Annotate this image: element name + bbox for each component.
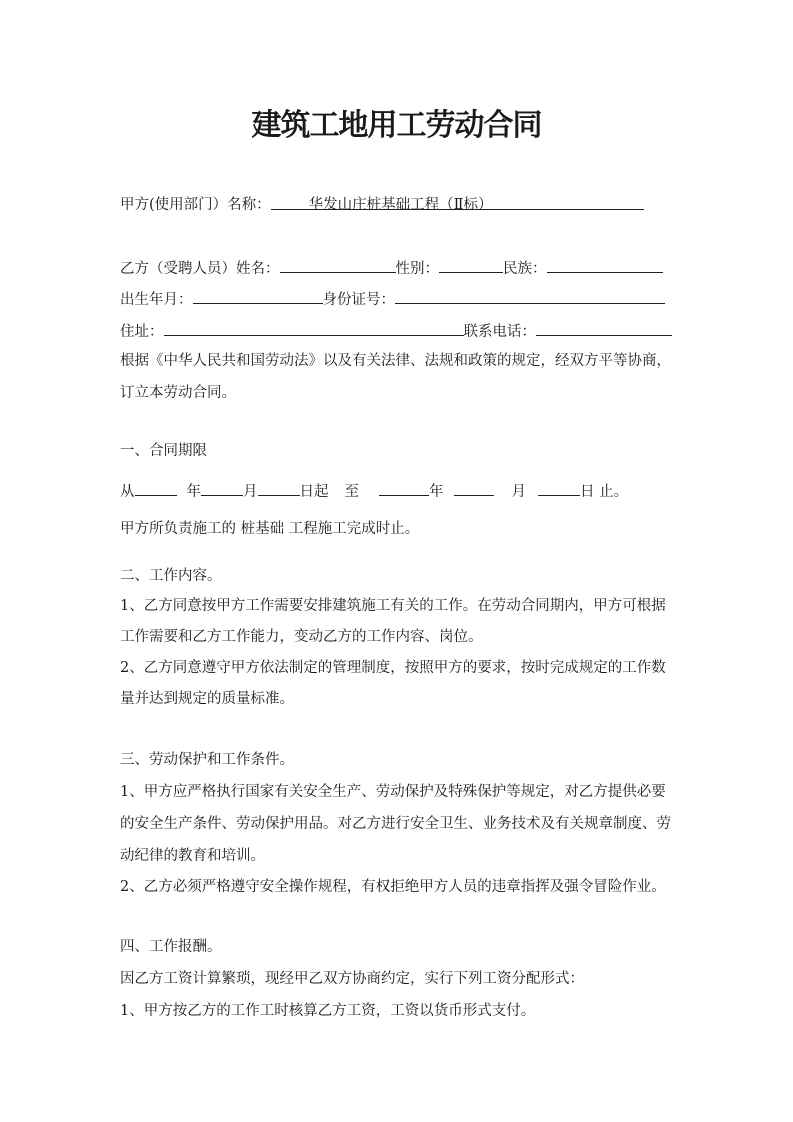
section4-line-1: 因乙方工资计算繁琐，现经甲乙双方协商约定，实行下列工资分配形式： (120, 971, 584, 987)
phone-label: 联系电话： (463, 324, 536, 340)
section1-line2: 甲方所负责施工的 桩基础 工程施工完成时止。 (120, 521, 420, 537)
year2-label: 年 (429, 484, 444, 500)
party-a-label: 甲方(使用部门）名称： (120, 197, 271, 213)
party-b-name-field[interactable] (280, 257, 396, 273)
section3-line-4: 2、乙方必须严格遵守安全操作规程，有权拒绝甲方人员的违章指挥及强令冒险作业。 (120, 879, 666, 895)
party-b-row-2 (120, 288, 665, 311)
party-a-row (120, 194, 644, 216)
section2-heading: 二、工作内容。 (120, 568, 222, 584)
section2-line-3: 2、乙方同意遵守甲方依法制定的管理制度，按照甲方的要求，按时完成规定的工作数 (120, 660, 666, 676)
end-month-field[interactable] (454, 480, 494, 496)
section2-line-1: 1、乙方同意按甲方工作需要安排建筑施工有关的工作。在劳动合同期内，甲方可根据 (120, 598, 666, 614)
section4-heading: 四、工作报酬。 (120, 939, 222, 955)
birth-field[interactable] (193, 288, 323, 304)
start-year-field[interactable] (135, 480, 177, 496)
party-a-name-value: 华发山庄桩基础工程（Ⅱ标） (308, 197, 493, 213)
month2-label: 月 (511, 484, 526, 500)
party-a-name-field[interactable] (271, 194, 644, 213)
id-number-field[interactable] (395, 288, 665, 304)
start-month-field[interactable] (201, 480, 243, 496)
end-year-field[interactable] (379, 480, 429, 496)
end-day-field[interactable] (538, 480, 580, 496)
ethnicity-field[interactable] (547, 257, 663, 273)
party-b-name-label: 乙方（受聘人员）姓名： (120, 261, 280, 277)
party-b-row-3 (120, 320, 672, 343)
gender-field[interactable] (439, 257, 503, 273)
ethnicity-label: 民族： (503, 261, 547, 277)
gender-label: 性别： (395, 261, 439, 277)
phone-field[interactable] (536, 320, 672, 336)
party-b-row-1 (120, 257, 663, 280)
address-field[interactable] (164, 320, 464, 336)
birth-label: 出生年月： (120, 292, 193, 308)
from-label: 从 (120, 484, 135, 500)
day-to-label: 日 止。 (580, 484, 629, 500)
section1-heading: 一、合同期限 (120, 443, 207, 459)
section3-line-1: 1、甲方应严格执行国家有关安全生产、劳动保护及特殊保护等规定，对乙方提供必要 (120, 784, 666, 800)
start-day-field[interactable] (258, 480, 300, 496)
address-label: 住址： (120, 324, 164, 340)
intro-line-1: 根据《中华人民共和国劳动法》以及有关法律、法规和政策的规定，经双方平等协商， (120, 353, 671, 369)
section3-heading: 三、劳动保护和工作条件。 (120, 752, 294, 768)
section2-line-4: 量并达到规定的质量标准。 (120, 691, 294, 707)
day-from-label: 日起 (299, 484, 329, 500)
section4-line-2: 1、甲方按乙方的工作工时核算乙方工资，工资以货币形式支付。 (120, 1003, 536, 1019)
section2-line-2: 工作需要和乙方工作能力，变动乙方的工作内容、岗位。 (120, 629, 483, 645)
month-label: 月 (243, 484, 258, 500)
document-title: 建筑工地用工劳动合同 (251, 108, 542, 143)
year-label: 年 (186, 484, 201, 500)
section3-line-2: 的安全生产条件、劳动保护用品。对乙方进行安全卫生、业务技术及有关规章制度、劳 (120, 816, 671, 832)
to-label: 至 (344, 484, 359, 500)
intro-line-2: 订立本劳动合同。 (120, 385, 236, 401)
section3-line-3: 动纪律的教育和培训。 (120, 848, 265, 864)
id-number-label: 身份证号： (322, 292, 395, 308)
contract-term-row (120, 480, 628, 503)
